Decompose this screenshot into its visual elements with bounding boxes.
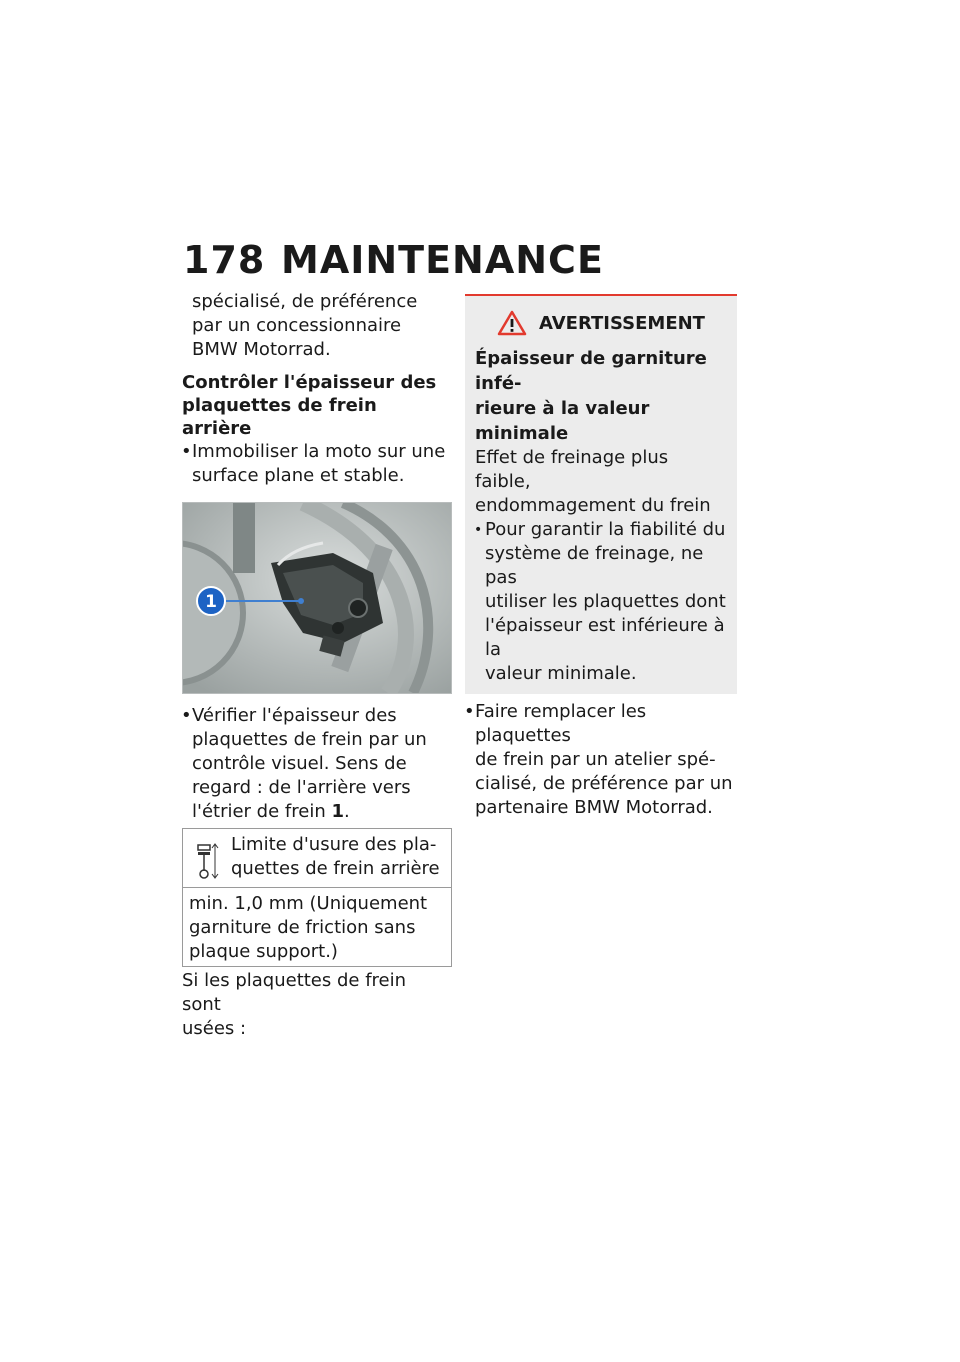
intro-paragraph [182, 290, 450, 362]
spec-value-line: plaque support.) [189, 941, 338, 962]
left-column [182, 290, 450, 1041]
section-heading [182, 371, 450, 440]
photo-callout-label: 1 [205, 592, 217, 612]
right-column [465, 294, 737, 820]
spec-header [183, 829, 451, 888]
spec-title-line: Limite d'usure des pla- [231, 834, 437, 855]
page-title: MAINTENANCE [281, 238, 604, 282]
spec-value-line: min. 1,0 mm (Uniquement [189, 893, 428, 914]
wear-gauge-icon [183, 833, 231, 881]
spec-value [183, 888, 451, 966]
bullet-line [192, 800, 450, 824]
outro-line: usées : [182, 1018, 247, 1039]
brake-caliper-illustration [183, 503, 451, 693]
intro-line: BMW Motorrad. [192, 339, 331, 360]
bullet-line: • Faire remplacer les plaquettes [475, 701, 647, 746]
bullet-line: valeur minimale. [485, 663, 637, 684]
warning-title-line: rieure à la valeur minimale [475, 398, 650, 444]
reference-number: 1 [331, 801, 344, 822]
outro-paragraph [182, 969, 450, 1041]
bullet-line: de frein par un atelier spé- [475, 749, 716, 770]
warning-title-line: Épaisseur de garniture infé- [475, 348, 707, 394]
brake-caliper-photo [182, 502, 452, 694]
bullet-punct: . [343, 801, 350, 822]
bullet-remplacer [465, 700, 737, 820]
bullet-immobiliser [182, 440, 450, 488]
bullet-text: l'étrier de frein [192, 801, 332, 822]
warning-triangle-icon [497, 310, 527, 336]
bullet-line: l'épaisseur est inférieure à la [485, 615, 725, 660]
bullet-line: système de freinage, ne pas [485, 543, 704, 588]
bullet-line: contrôle visuel. Sens de [192, 753, 407, 774]
outro-line: Si les plaquettes de frein sont [182, 970, 407, 1015]
warning-bullet [475, 518, 727, 686]
bullet-line: partenaire BMW Motorrad. [475, 797, 713, 818]
warning-header [475, 310, 727, 336]
warning-text-line: Effet de freinage plus faible, [475, 447, 669, 492]
bullet-line: surface plane et stable. [192, 465, 405, 486]
intro-line: spécialisé, de préférence [192, 291, 418, 312]
spec-title-line: quettes de frein arrière [231, 858, 440, 879]
bullet-line: plaquettes de frein par un [192, 729, 427, 750]
heading-line: Contrôler l'épaisseur des [182, 372, 437, 393]
bullet-line: • Pour garantir la fiabilité du [485, 519, 726, 540]
warning-box [465, 294, 737, 694]
spec-box [182, 828, 452, 967]
warning-label: AVERTISSEMENT [539, 312, 705, 334]
page-header [183, 238, 604, 282]
heading-line: plaquettes de frein arrière [182, 395, 377, 439]
bullet-line: regard : de l'arrière vers [192, 777, 411, 798]
bullet-line: utiliser les plaquettes dont [485, 591, 726, 612]
bullet-line: • Immobiliser la moto sur une [192, 441, 446, 462]
spec-title [231, 833, 451, 881]
bullet-verifier [182, 704, 450, 824]
bullet-line: • Vérifier l'épaisseur des [192, 705, 397, 726]
intro-line: par un concessionnaire [192, 315, 402, 336]
spec-value-line: garniture de friction sans [189, 917, 416, 938]
warning-text-line: endommagement du frein [475, 495, 711, 516]
bullet-line: cialisé, de préférence par un [475, 773, 733, 794]
page-number: 178 [183, 238, 266, 282]
